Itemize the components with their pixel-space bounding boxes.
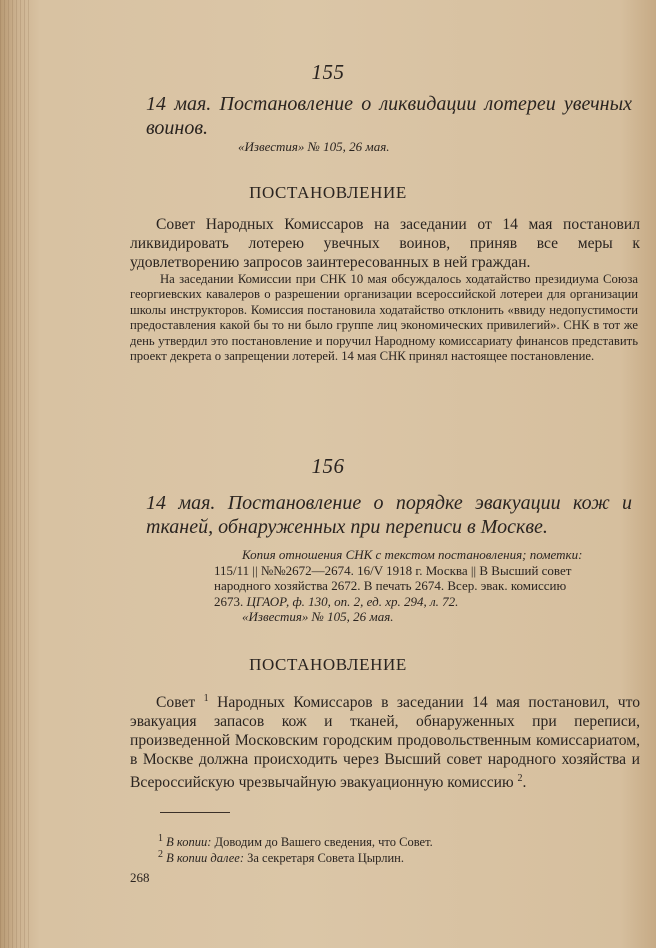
footnote-divider: [160, 812, 230, 813]
doc-155-source-title: «Известия» № 105,: [238, 139, 346, 154]
doc-155-heading: 14 мая. Постановление о ликвидации лотереи увечных воинов.: [146, 93, 632, 139]
doc-155-body-text: Совет Народных Комиссаров на заседании от 14 мая постановил ликвидировать лотерею увечных воинов, приняв все меры к удовлетворению запросов заинтересованных в ней граждан.: [130, 216, 640, 271]
doc-156-number: 156: [311, 454, 345, 478]
doc-155-section-title: ПОСТАНОВЛЕНИЕ: [249, 183, 407, 202]
doc-156-body: Совет $^1$ Народных Комиссаров в заседании 14 мая постановил, что эвакуация запасов кож и тканей, обнаруженных при переписи, произведенной Московским городским продовольственным комиссариатом, в Москве должна происходить через Высший совет народного хозяйства и Всероссийскую чрезвычайную эвакуационную комиссию $^2$.: [130, 693, 640, 792]
footnote-2: $^2$ В копии далее: За секретаря Совета Цырлин.: [158, 849, 404, 866]
doc-155-number: 155: [311, 60, 345, 84]
doc-156-source-line-3: народного хозяйства 2672. В печать 2674. Всер. эвак. комиссию: [214, 578, 567, 593]
page-number: 268: [130, 870, 150, 885]
doc-155-body: [130, 215, 640, 272]
doc-156-source-lead: Копия отношения СНК с текстом постановления; пометки:: [242, 547, 583, 562]
doc-155-source-date: 26 мая.: [349, 139, 390, 154]
doc-155-note: [130, 272, 638, 364]
doc-155-source: [238, 139, 390, 155]
doc-155-note-text: На заседании Комиссии при СНК 10 мая обсуждалось ходатайство президиума Союза георгиевских кавалеров о разрешении организации всероссийской лотереи для организации школы инструкторов. Комиссия постановила ходатайство отклонить «ввиду недопустимости предоставления какой бы то ни было группе лиц экономических привилегий». СНК в тот же день утвердил это постановление и поручил Народному комиссариату финансов представить проект декрета о запрещении лотерей. 14 мая СНК принял настоящее постановление.: [130, 272, 638, 364]
footnote-ref-2: 2: [517, 773, 523, 785]
doc-156-source-line-2: 115/11 || №№2672—2674. 16/V 1918 г. Москва || В Высший совет: [214, 562, 572, 578]
footnote-1: $^1$ В копии: Доводим до Вашего сведения, что Совет.: [158, 833, 433, 850]
doc-156-source: [214, 547, 644, 625]
doc-156-source-line-5: «Известия» № 105, 26 мая.: [242, 609, 394, 624]
doc-156-heading: 14 мая. Постановление о порядке эвакуации кож и тканей, обнаруженных при переписи в Москве.: [146, 492, 632, 538]
doc-156-source-line-4: 2673. ЦГАОР, ф. 130, оп. 2, ед. хр. 294, л. 72.: [214, 593, 459, 609]
footnote-ref-1: 1: [203, 693, 209, 704]
doc-156-section-title: ПОСТАНОВЛЕНИЕ: [249, 655, 407, 674]
